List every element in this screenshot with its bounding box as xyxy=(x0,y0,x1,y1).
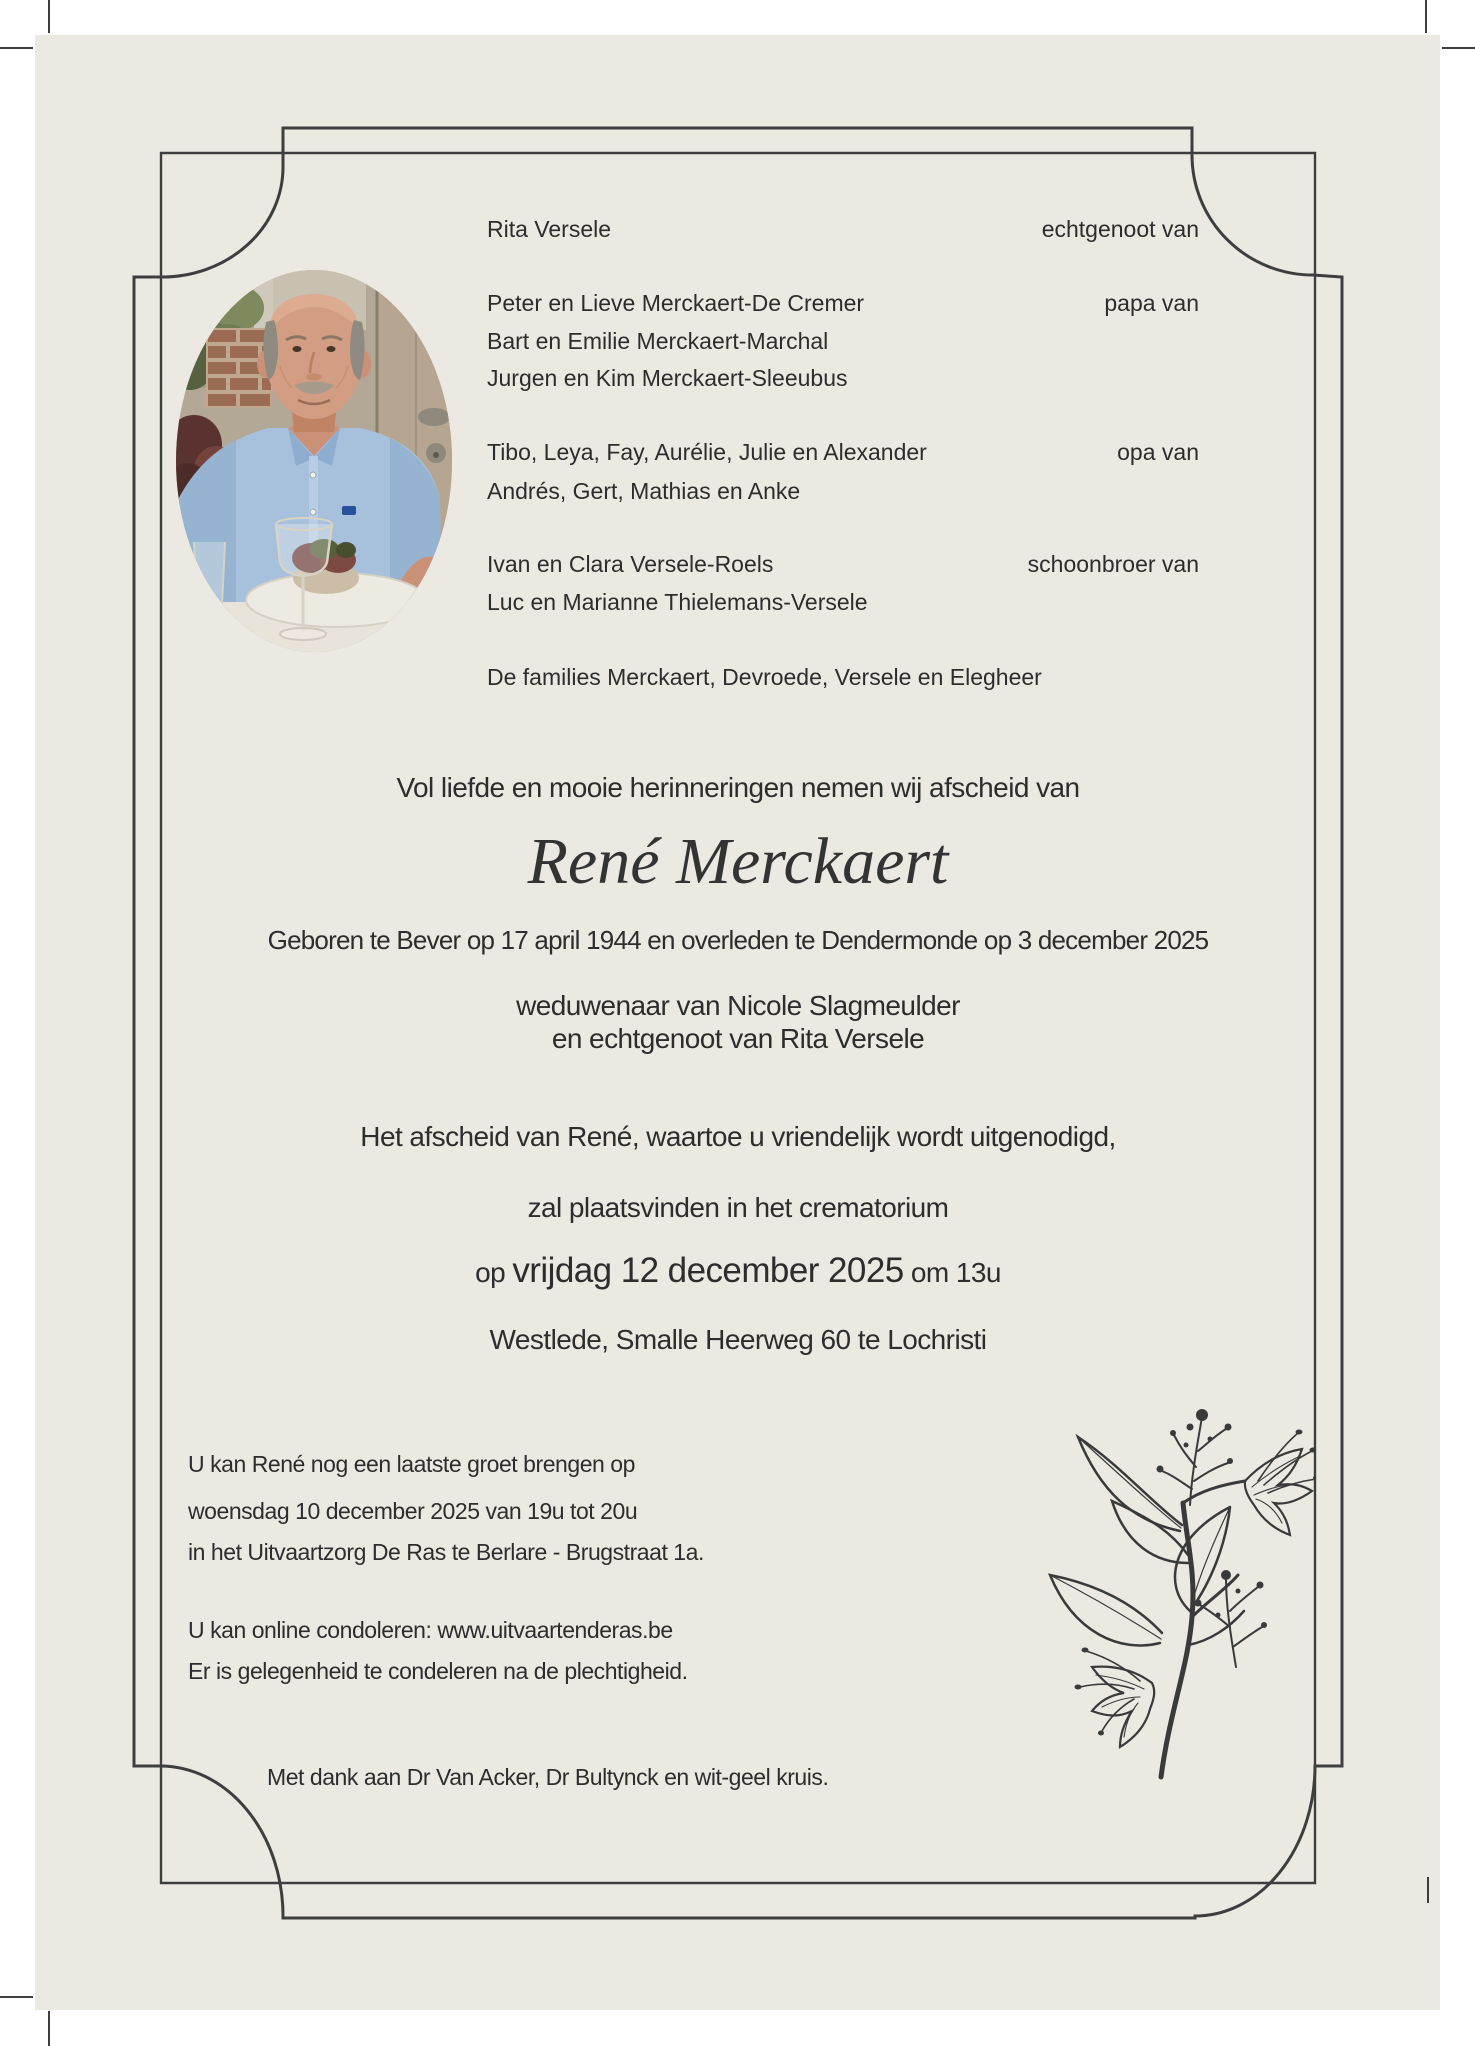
ceremony-date-line xyxy=(161,1249,1315,1295)
relative-names: Ivan en Clara Versele-Roels xyxy=(487,551,774,577)
widower-line: weduwenaar van Nicole Slagmeulder xyxy=(516,990,960,1021)
thanks-line: Met dank aan Dr Van Acker, Dr Bultynck en wit-geel kruis. xyxy=(267,1764,829,1790)
relative-row xyxy=(487,214,1199,244)
relative-names: Bart en Emilie Merckaert-Marchal xyxy=(487,328,829,354)
condolence-line: Er is gelegenheid te condeleren na de plechtigheid. xyxy=(188,1658,688,1684)
relative-row xyxy=(487,587,1199,617)
life-dates: Geboren te Bever op 17 april 1944 en overleden te Dendermonde op 3 december 2025 xyxy=(267,925,1209,955)
relative-names: Andrés, Gert, Mathias en Anke xyxy=(487,478,801,504)
relative-row xyxy=(487,662,1199,692)
time-suffix: om 13u xyxy=(910,1257,1001,1288)
families-line: De families Merckaert, Devroede, Versele en Elegheer xyxy=(487,664,1042,690)
relative-row xyxy=(487,288,1199,318)
ceremony-date: vrijdag 12 december 2025 xyxy=(512,1251,904,1290)
ceremony-venue: Westlede, Smalle Heerweg 60 te Lochristi xyxy=(489,1324,987,1355)
relation-label: echtgenoot van xyxy=(1041,216,1199,242)
relative-names: Jurgen en Kim Merckaert-Sleeubus xyxy=(487,365,848,391)
relative-row xyxy=(487,549,1199,579)
visitation-line3: in het Uitvaartzorg De Ras te Berlare - Brugstraat 1a. xyxy=(188,1539,704,1565)
visitation-line2: woensdag 10 december 2025 van 19u tot 20u xyxy=(188,1498,638,1524)
relation-label: schoonbroer van xyxy=(1027,551,1199,577)
relative-names: Peter en Lieve Merckaert-De Cremer xyxy=(487,290,865,316)
relation-label: papa van xyxy=(1104,290,1199,316)
date-prefix: op xyxy=(475,1257,506,1288)
relative-names: Rita Versele xyxy=(487,216,612,242)
relative-names: Luc en Marianne Thielemans-Versele xyxy=(487,589,868,615)
relative-row xyxy=(487,326,1199,356)
ceremony-location: zal plaatsvinden in het crematorium xyxy=(527,1192,949,1223)
farewell-intro: Vol liefde en mooie herinneringen nemen wij afscheid van xyxy=(396,772,1080,803)
relative-row xyxy=(487,437,1199,467)
visitation-line1: U kan René nog een laatste groet brengen op xyxy=(188,1451,635,1477)
relative-row xyxy=(487,476,1199,506)
relation-label: opa van xyxy=(1117,439,1199,465)
ceremony-invitation: Het afscheid van René, waartoe u vriendelijk wordt uitgenodigd, xyxy=(360,1121,1116,1152)
deceased-name: René Merckaert xyxy=(527,825,949,898)
spouse-line: en echtgenoot van Rita Versele xyxy=(551,1023,925,1054)
relative-names: Tibo, Leya, Fay, Aurélie, Julie en Alexander xyxy=(487,439,927,465)
relative-row xyxy=(487,363,1199,393)
online-condolence-line: U kan online condoleren: www.uitvaartenderas.be xyxy=(188,1617,673,1643)
